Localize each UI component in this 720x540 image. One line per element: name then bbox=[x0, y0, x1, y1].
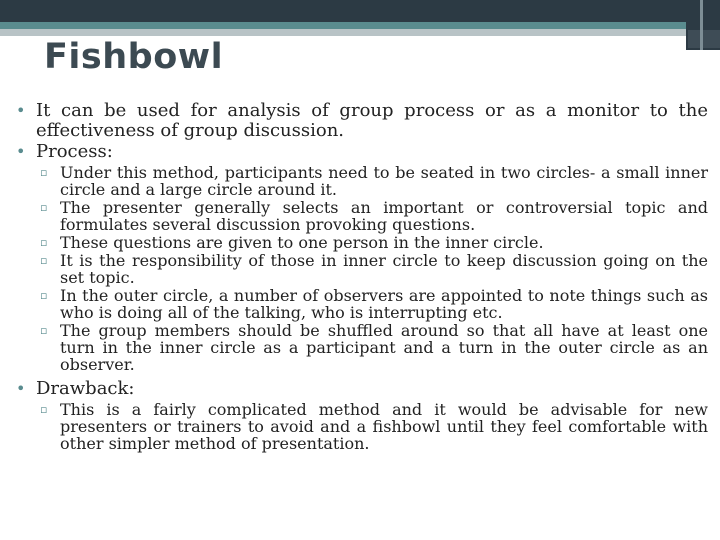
sub-bullet-item bbox=[36, 322, 708, 373]
slide-body bbox=[14, 101, 708, 458]
square-bullet-icon: ▫ bbox=[40, 236, 48, 249]
sub-bullet-item bbox=[36, 234, 708, 251]
square-bullet-icon: ▫ bbox=[40, 403, 48, 416]
bullet-item-process bbox=[14, 142, 708, 373]
corner-accent-lower bbox=[688, 30, 720, 48]
bullet-dot-icon: • bbox=[16, 379, 26, 398]
sub-bullet-item bbox=[36, 252, 708, 286]
square-bullet-icon: ▫ bbox=[40, 201, 48, 214]
process-sublist bbox=[36, 164, 708, 373]
sub-bullet-text: Under this method, participants need to be seated in two circles- a small inner circle and a large circle around it. bbox=[60, 163, 708, 199]
sub-bullet-text: The presenter generally selects an important or controversial topic and formulates several discussion provoking questions. bbox=[60, 198, 708, 234]
bullet-text: Process: bbox=[36, 141, 113, 162]
corner-accent-strip bbox=[700, 0, 703, 50]
square-bullet-icon: ▫ bbox=[40, 166, 48, 179]
drawback-sublist bbox=[36, 401, 708, 452]
bullet-list bbox=[14, 101, 708, 452]
top-gray-bar bbox=[0, 29, 720, 36]
bullet-dot-icon: • bbox=[16, 142, 26, 161]
bullet-item-usage bbox=[14, 101, 708, 141]
square-bullet-icon: ▫ bbox=[40, 289, 48, 302]
slide-title: Fishbowl bbox=[44, 37, 224, 77]
bullet-text: It can be used for analysis of group process or as a monitor to the effectiveness of group discussion. bbox=[36, 100, 708, 141]
bullet-text: Drawback: bbox=[36, 378, 135, 399]
square-bullet-icon: ▫ bbox=[40, 324, 48, 337]
square-bullet-icon: ▫ bbox=[40, 254, 48, 267]
sub-bullet-item bbox=[36, 164, 708, 198]
sub-bullet-text: It is the responsibility of those in inner circle to keep discussion going on the set topic. bbox=[60, 251, 708, 287]
top-teal-bar bbox=[0, 22, 720, 29]
sub-bullet-item bbox=[36, 287, 708, 321]
bullet-dot-icon: • bbox=[16, 101, 26, 120]
top-dark-bar bbox=[0, 0, 720, 22]
sub-bullet-text: These questions are given to one person in the inner circle. bbox=[60, 233, 544, 252]
sub-bullet-item bbox=[36, 401, 708, 452]
sub-bullet-item bbox=[36, 199, 708, 233]
bullet-item-drawback bbox=[14, 379, 708, 452]
sub-bullet-text: This is a fairly complicated method and it would be advisable for new presenters or trainers to avoid and a fishbowl until they feel comfortable with other simpler method of presentation. bbox=[60, 400, 708, 453]
sub-bullet-text: In the outer circle, a number of observers are appointed to note things such as who is doing all of the talking, who is interrupting etc. bbox=[60, 286, 708, 322]
sub-bullet-text: The group members should be shuffled around so that all have at least one turn in the inner circle as a participant and a turn in the outer circle as an observer. bbox=[60, 321, 708, 374]
